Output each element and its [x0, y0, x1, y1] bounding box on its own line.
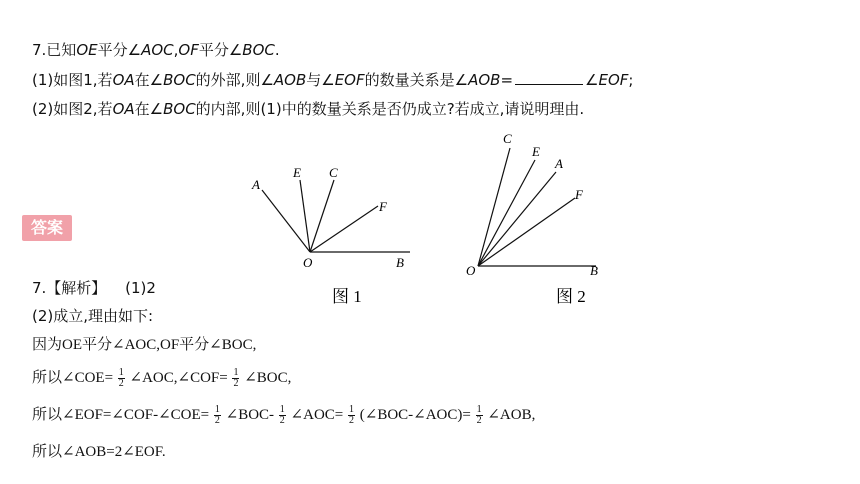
- text: 的数量关系是∠: [364, 71, 469, 89]
- text: (2)如图2,若: [32, 100, 113, 118]
- ray-oe: [478, 160, 535, 266]
- text: ,: [173, 41, 179, 59]
- text: ∠AOB,: [487, 407, 536, 423]
- text: OA: [112, 71, 135, 89]
- fraction-half: [118, 368, 125, 389]
- text: AOC: [141, 41, 174, 59]
- text: 1: [233, 367, 239, 379]
- text: 2: [118, 378, 124, 390]
- fig1-label-b: B: [396, 255, 404, 270]
- solution-line-2: [32, 368, 291, 389]
- text: 与∠: [306, 71, 335, 89]
- text: 所以∠COE=: [32, 370, 114, 386]
- fig2-label-b: B: [590, 263, 598, 278]
- fraction-half: [232, 368, 239, 389]
- text: 2: [476, 415, 482, 427]
- fig2-label-a: A: [555, 156, 563, 171]
- ray-oc: [310, 180, 334, 252]
- text: 1: [279, 404, 285, 416]
- figure-1-caption: 图 1: [332, 287, 362, 306]
- figure-1: [262, 180, 410, 252]
- fig1-label-a: A: [252, 177, 260, 192]
- figure-2: [478, 148, 596, 266]
- solution-line-4: 所以∠AOB=2∠EOF.: [32, 444, 166, 460]
- text: ∠BOC,: [244, 370, 292, 386]
- text: 1: [118, 367, 124, 379]
- ray-of: [310, 206, 378, 252]
- text: BOC: [163, 71, 196, 89]
- fraction-half: [348, 405, 355, 426]
- text: BOC: [163, 100, 196, 118]
- text: 的内部,则(1)中的数量关系是否仍成立?若成立,请说明理由.: [195, 100, 585, 118]
- fraction-half: [214, 405, 221, 426]
- text: 平分∠: [97, 41, 142, 59]
- text: =: [500, 71, 514, 89]
- fig2-label-e: E: [532, 144, 540, 159]
- fig1-label-f: F: [379, 199, 387, 214]
- solution-line-3: [32, 405, 535, 426]
- text: OF: [178, 41, 199, 59]
- text: 在∠: [134, 100, 164, 118]
- text: 2: [214, 415, 220, 427]
- text: AOB: [468, 71, 501, 89]
- solution-header: [32, 278, 156, 298]
- fraction-half: [279, 405, 286, 426]
- solution-line-1: 因为OE平分∠AOC,OF平分∠BOC,: [32, 337, 257, 353]
- text: ∠BOC-: [225, 407, 275, 423]
- text: ∠AOC,∠COF=: [129, 370, 228, 386]
- solution-part2: (2)成立,理由如下:: [32, 307, 154, 325]
- figure-2-caption: 图 2: [556, 287, 586, 306]
- text: OA: [112, 100, 135, 118]
- fig2-label-o: O: [466, 263, 476, 278]
- text: (∠BOC-∠AOC)=: [359, 407, 471, 423]
- fig1-label-c: C: [329, 165, 338, 180]
- text: EOF: [334, 71, 365, 89]
- text: ∠: [585, 71, 599, 89]
- fig1-label-e: E: [293, 165, 301, 180]
- text: 7.【解析】: [32, 279, 107, 297]
- text: BOC: [242, 41, 275, 59]
- text: 1: [476, 404, 482, 416]
- text: 2: [279, 415, 285, 427]
- fig2-label-c: C: [503, 131, 512, 146]
- text: EOF: [598, 71, 629, 89]
- text: 2: [349, 415, 354, 427]
- text: 2: [233, 378, 239, 390]
- text: AOB: [273, 71, 307, 89]
- text: 的外部,则∠: [195, 71, 274, 89]
- text: .: [274, 41, 280, 59]
- fraction-half: [476, 405, 483, 426]
- text: 1: [214, 404, 220, 416]
- text: 在∠: [134, 71, 164, 89]
- fig2-label-f: F: [575, 187, 583, 202]
- ray-oc: [478, 148, 510, 266]
- text: 所以∠EOF=∠COF-∠COE=: [32, 407, 210, 423]
- text: 平分∠: [198, 41, 243, 59]
- text: 7.已知: [32, 41, 77, 59]
- text: 1: [349, 404, 354, 416]
- text: (1)2: [125, 279, 156, 297]
- text: ;: [628, 71, 634, 89]
- answer-badge[interactable]: 答案: [22, 215, 72, 241]
- text: OE: [76, 41, 98, 59]
- text: ∠AOC=: [290, 407, 344, 423]
- text: (1)如图1,若: [32, 71, 113, 89]
- fig1-label-o: O: [303, 255, 313, 270]
